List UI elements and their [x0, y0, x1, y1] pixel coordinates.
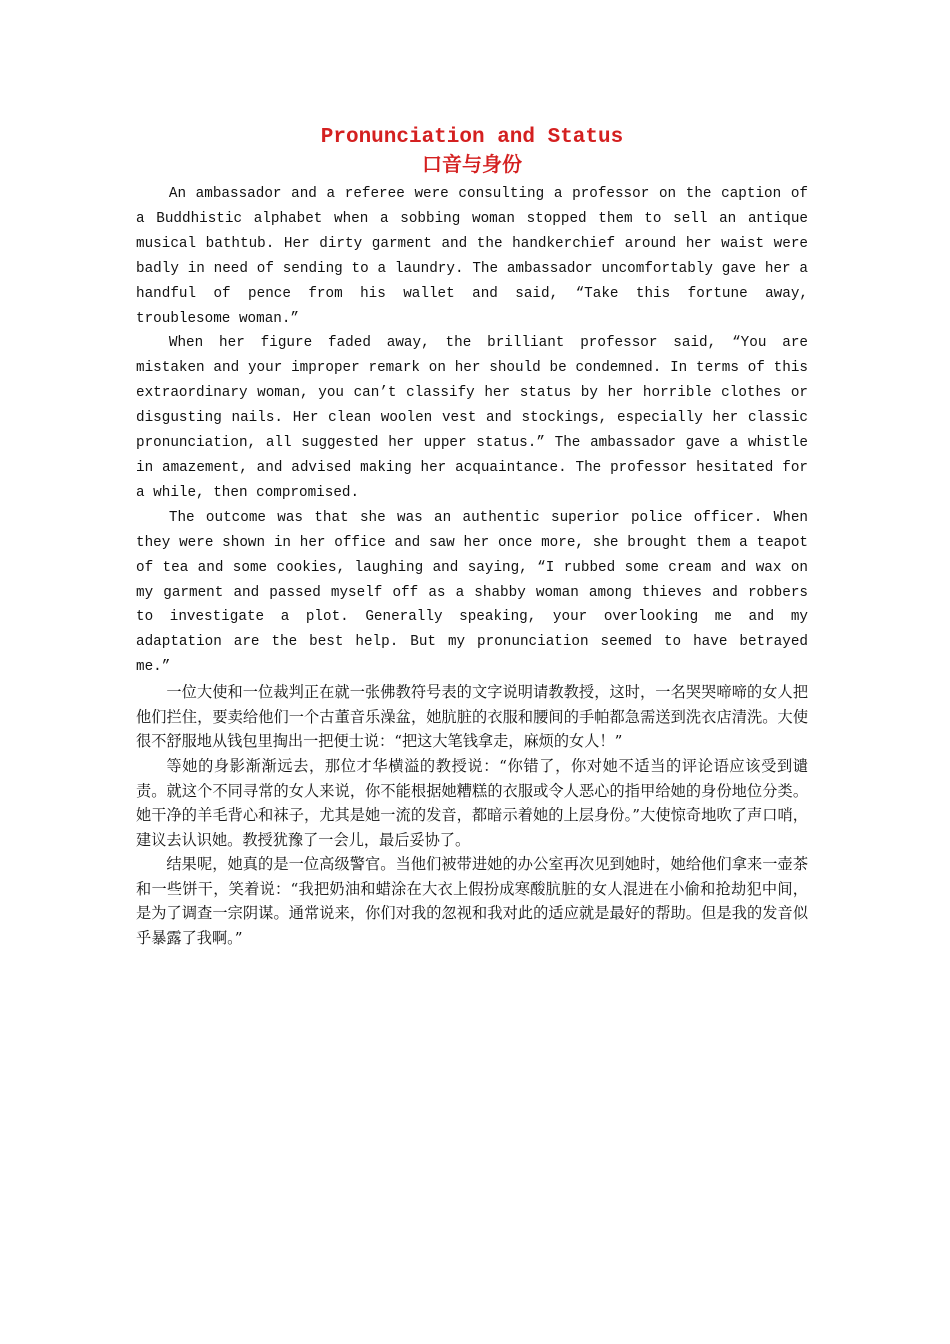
- english-paragraph-1: An ambassador and a referee were consulting a professor on the caption of a Buddhistic alphabet when a sobbing woman stopped them to sell an antique musical bathtub. Her dirty garment and the handkerchief around her waist were badly in need of sending to a laundry. The ambassador uncomfortably gave her a handful of pence from his wallet and said, “Take this fortune away, troublesome woman.”: [136, 186, 808, 327]
- chinese-paragraph-3: 结果呢，她真的是一位高级警官。当他们被带进她的办公室再次见到她时，她给他们拿来一壶茶和一些饼干，笑着说：“我把奶油和蜡涂在大衣上假扮成寒酸肮脏的女人混进在小偷和抢劫犯中间，是为了调查一宗阴谋。通常说来，你们对我的忽视和我对此的适应就是最好的帮助。但是我的发音似乎暴露了我啊。”: [136, 855, 808, 948]
- title-chinese: 口音与身份: [422, 152, 522, 176]
- chinese-paragraph-1: 一位大使和一位裁判正在就一张佛教符号表的文字说明请教教授，这时，一名哭哭啼啼的女人把他们拦住，要卖给他们一个古董音乐澡盆，她肮脏的衣服和腰间的手帕都急需送到洗衣店清洗。大使很不舒服地从钱包里掏出一把便士说：“把这大笔钱拿走，麻烦的女人！”: [136, 683, 808, 751]
- chinese-paragraph-2: 等她的身影渐渐远去，那位才华横溢的教授说：“你错了，你对她不适当的评论语应该受到谴责。就这个不同寻常的女人来说，你不能根据她糟糕的衣服或令人恶心的指甲给她的身份地位分类。她干净的羊毛背心和袜子，尤其是她一流的发音，都暗示着她的上层身份。”大使惊奇地吹了声口哨，建议去认识她。教授犹豫了一会儿，最后妥协了。: [136, 756, 808, 849]
- english-text: [136, 182, 808, 680]
- title-english: Pronunciation and Status: [320, 126, 624, 149]
- chinese-text: [136, 680, 808, 951]
- english-paragraph-3: The outcome was that she was an authentic superior police officer. When they were shown in her office and saw her once more, she brought them a teapot of tea and some cookies, laughing and saying, “I rubbed some cream and wax on my garment and passed myself off as a shabby woman among thieves and robbers to investigate a plot. Generally speaking, your overlooking me and my adaptation are the best help. But my pronunciation seemed to have betrayed me.”: [136, 509, 808, 676]
- english-paragraph-2: When her figure faded away, the brilliant professor said, “You are mistaken and your improper remark on her should be condemned. In terms of this extraordinary woman, you can’t classify her status by her horrible clothes or disgusting nails. Her clean woolen vest and stockings, especially her classic pronunciation, all suggested her upper status.” The ambassador gave a whistle in amazement, and advised making her acquaintance. The professor hesitated for a while, then compromised.: [136, 335, 808, 501]
- document-page: [136, 120, 808, 951]
